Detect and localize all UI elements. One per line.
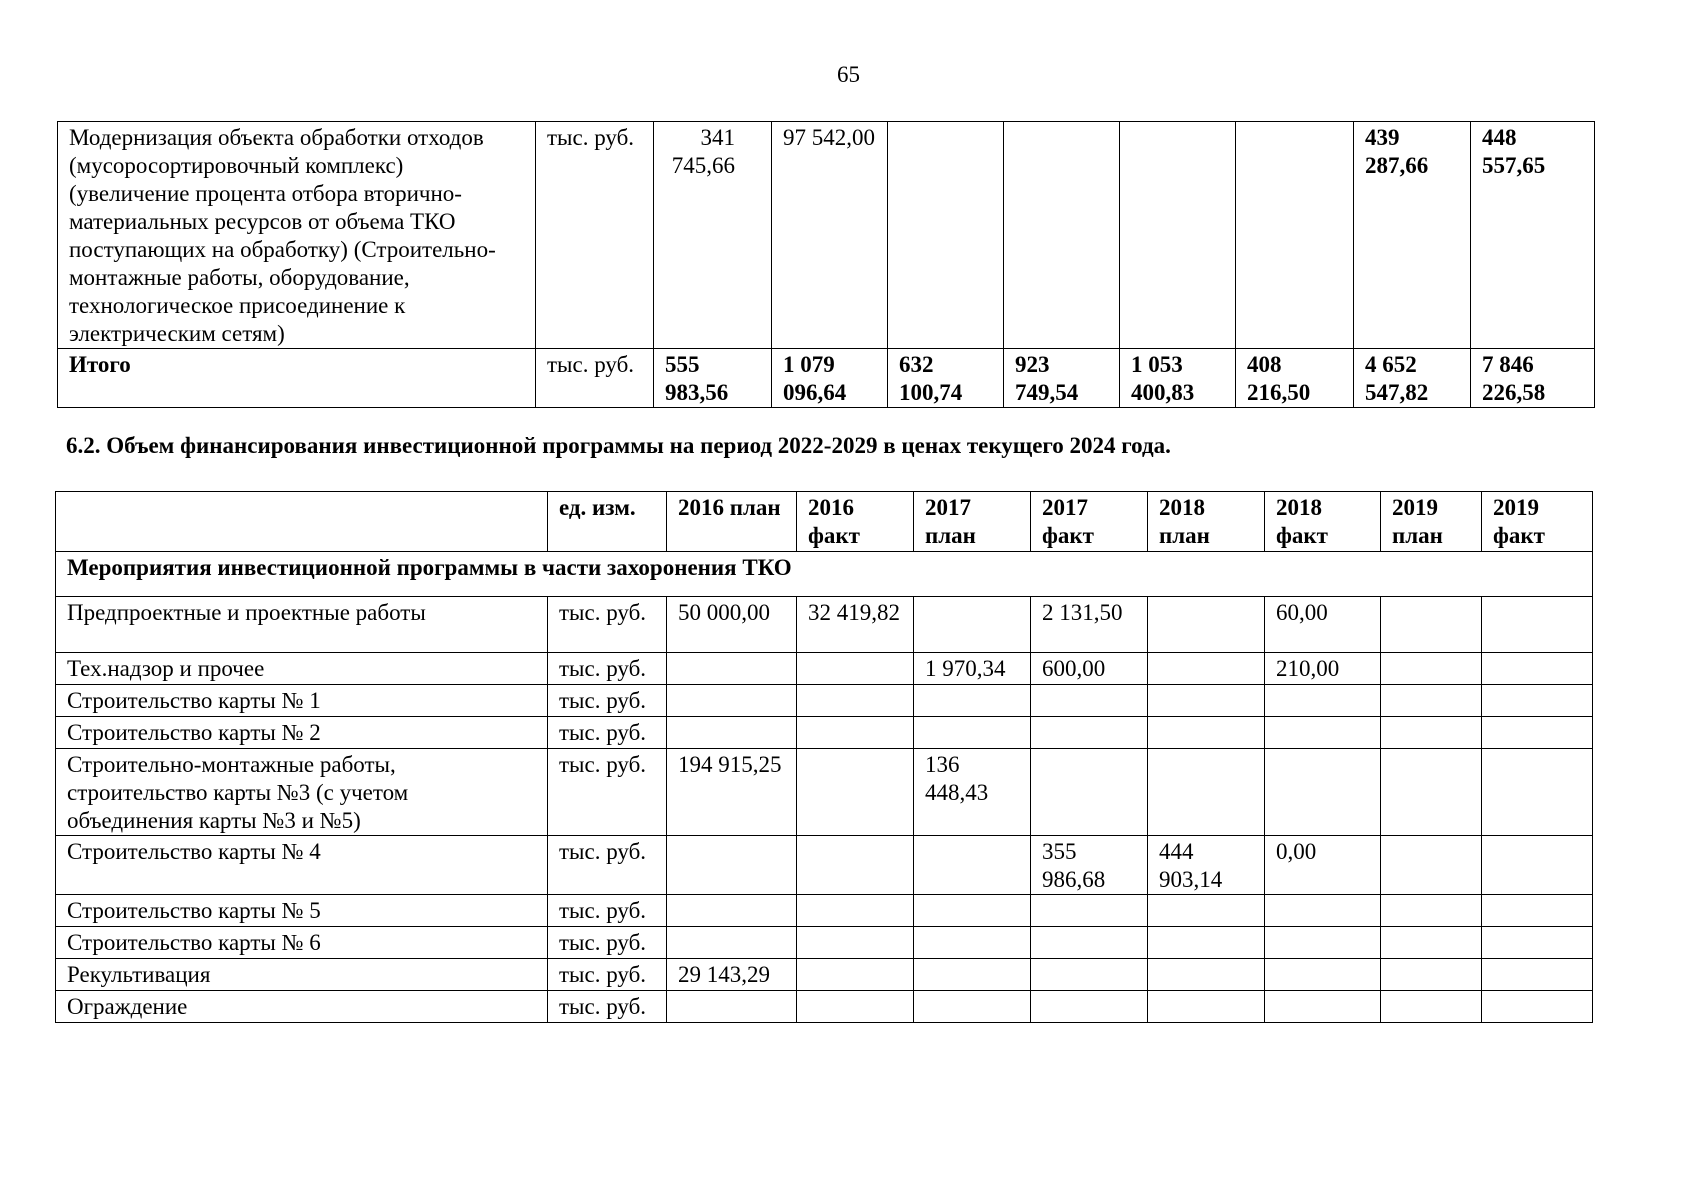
value-cell: [667, 717, 797, 749]
value-cell: [1381, 991, 1482, 1023]
value-cell: [1148, 959, 1265, 991]
value-cell: [1031, 959, 1148, 991]
value-cell: [1482, 959, 1593, 991]
value-cell: [797, 927, 914, 959]
value-cell: [1381, 597, 1482, 653]
value-cell: [1482, 749, 1593, 836]
row-name: Строительство карты № 1: [56, 685, 548, 717]
value-cell: 1 970,34: [914, 653, 1031, 685]
unit-cell: тыс. руб.: [548, 717, 667, 749]
value-cell: 7 846 226,58: [1471, 349, 1595, 408]
table-row: [56, 749, 1593, 836]
table-row: [56, 959, 1593, 991]
value-cell: [1265, 749, 1381, 836]
value-cell: [1482, 991, 1593, 1023]
value-cell: 341 745,66: [654, 122, 772, 349]
value-cell: [1482, 927, 1593, 959]
page-number: 65: [837, 62, 860, 87]
value-cell: 32 419,82: [797, 597, 914, 653]
value-cell: [667, 653, 797, 685]
value-cell: [667, 685, 797, 717]
value-cell: [1482, 895, 1593, 927]
row-name: Строительство карты № 6: [56, 927, 548, 959]
value-cell: [1148, 685, 1265, 717]
value-cell: 1 079 096,64: [772, 349, 888, 408]
value-cell: 0,00: [1265, 836, 1381, 895]
value-cell: [1004, 122, 1120, 349]
unit-cell: тыс. руб.: [548, 749, 667, 836]
value-cell: [914, 895, 1031, 927]
value-cell: [1265, 927, 1381, 959]
table-row: [56, 927, 1593, 959]
value-cell: 194 915,25: [667, 749, 797, 836]
table-row: [56, 597, 1593, 653]
row-name: Модернизация объекта обработки отходов (мусоросортировочный комплекс) (увеличение процента отбора вторично-материальных ресурсов от объема ТКО поступающих на обработку) (Строительно-монтажные работы, оборудование, технологическое присоединение к электрическим сетям): [58, 122, 536, 349]
value-cell: 448 557,65: [1471, 122, 1595, 349]
table-row: [56, 836, 1593, 895]
value-cell: [797, 717, 914, 749]
value-cell: [1482, 653, 1593, 685]
value-cell: [1381, 685, 1482, 717]
value-cell: [1381, 717, 1482, 749]
value-cell: 600,00: [1031, 653, 1148, 685]
table-row: [58, 122, 1595, 349]
value-cell: [914, 991, 1031, 1023]
value-cell: [1265, 895, 1381, 927]
value-cell: [1148, 895, 1265, 927]
row-name: Строительно-монтажные работы, строительство карты №3 (с учетом объединения карты №3 и №5): [56, 749, 548, 836]
row-name: Ограждение: [56, 991, 548, 1023]
value-cell: [797, 895, 914, 927]
value-cell: [667, 991, 797, 1023]
value-cell: 355 986,68: [1031, 836, 1148, 895]
header-cell: 2018 факт: [1265, 492, 1381, 552]
value-cell: [797, 749, 914, 836]
table-continuation: [57, 121, 1595, 408]
total-row: [58, 349, 1595, 408]
unit-cell: тыс. руб.: [548, 895, 667, 927]
value-cell: 2 131,50: [1031, 597, 1148, 653]
value-cell: [797, 991, 914, 1023]
value-cell: 444 903,14: [1148, 836, 1265, 895]
value-cell: [1381, 749, 1482, 836]
header-cell: 2018 план: [1148, 492, 1265, 552]
value-cell: [1236, 122, 1354, 349]
value-cell: 29 143,29: [667, 959, 797, 991]
value-cell: [1265, 717, 1381, 749]
table-row: [56, 895, 1593, 927]
unit-cell: тыс. руб.: [548, 836, 667, 895]
value-cell: [1381, 836, 1482, 895]
value-cell: [797, 653, 914, 685]
value-cell: [1482, 685, 1593, 717]
section-title: 6.2. Объем финансирования инвестиционной программы на период 2022-2029 в ценах текущего 2024 года.: [66, 433, 1171, 458]
value-cell: [1482, 717, 1593, 749]
unit-cell: тыс. руб.: [548, 597, 667, 653]
header-cell: 2016 факт: [797, 492, 914, 552]
value-cell: [1265, 959, 1381, 991]
unit-cell: тыс. руб.: [548, 959, 667, 991]
value-cell: 555 983,56: [654, 349, 772, 408]
value-cell: [914, 717, 1031, 749]
table-row: [56, 991, 1593, 1023]
value-cell: [914, 959, 1031, 991]
header-cell: ед. изм.: [548, 492, 667, 552]
value-cell: [667, 927, 797, 959]
value-cell: [1381, 653, 1482, 685]
value-cell: [1031, 717, 1148, 749]
value-cell: [797, 836, 914, 895]
value-cell: 4 652 547,82: [1354, 349, 1471, 408]
header-cell: 2017 факт: [1031, 492, 1148, 552]
value-cell: [1381, 959, 1482, 991]
value-cell: [1148, 597, 1265, 653]
group-row: [56, 552, 1593, 597]
header-cell: 2016 план: [667, 492, 797, 552]
value-cell: [1148, 717, 1265, 749]
value-cell: [1265, 685, 1381, 717]
value-cell: 923 749,54: [1004, 349, 1120, 408]
value-cell: [1148, 991, 1265, 1023]
value-cell: 210,00: [1265, 653, 1381, 685]
value-cell: [667, 895, 797, 927]
value-cell: 136 448,43: [914, 749, 1031, 836]
value-cell: [1031, 685, 1148, 717]
value-cell: [914, 836, 1031, 895]
table-row: [56, 653, 1593, 685]
value-cell: [1381, 895, 1482, 927]
value-cell: 632 100,74: [888, 349, 1004, 408]
unit-cell: тыс. руб.: [548, 991, 667, 1023]
row-name: Тех.надзор и прочее: [56, 653, 548, 685]
value-cell: [1031, 749, 1148, 836]
row-name: Итого: [58, 349, 536, 408]
value-cell: [797, 685, 914, 717]
value-cell: 60,00: [1265, 597, 1381, 653]
header-cell: [56, 492, 548, 552]
value-cell: [1482, 836, 1593, 895]
table-row: [56, 685, 1593, 717]
value-cell: [1031, 895, 1148, 927]
value-cell: [914, 685, 1031, 717]
value-cell: 50 000,00: [667, 597, 797, 653]
value-cell: 408 216,50: [1236, 349, 1354, 408]
value-cell: [1482, 597, 1593, 653]
value-cell: [914, 597, 1031, 653]
value-cell: 1 053 400,83: [1120, 349, 1236, 408]
value-cell: 439 287,66: [1354, 122, 1471, 349]
unit-cell: тыс. руб.: [548, 927, 667, 959]
row-name: Рекультивация: [56, 959, 548, 991]
header-row: [56, 492, 1593, 552]
header-cell: 2019 факт: [1482, 492, 1593, 552]
value-cell: [1120, 122, 1236, 349]
row-name: Строительство карты № 5: [56, 895, 548, 927]
value-cell: [1148, 749, 1265, 836]
financing-table: [55, 491, 1593, 1023]
row-name: Предпроектные и проектные работы: [56, 597, 548, 653]
value-cell: [1381, 927, 1482, 959]
group-title: Мероприятия инвестиционной программы в части захоронения ТКО: [56, 552, 1593, 597]
value-cell: [1148, 653, 1265, 685]
header-cell: 2019 план: [1381, 492, 1482, 552]
row-name: Строительство карты № 4: [56, 836, 548, 895]
row-name: Строительство карты № 2: [56, 717, 548, 749]
value-cell: [797, 959, 914, 991]
unit-cell: тыс. руб.: [548, 653, 667, 685]
value-cell: [888, 122, 1004, 349]
value-cell: [1148, 927, 1265, 959]
value-cell: 97 542,00: [772, 122, 888, 349]
value-cell: [667, 836, 797, 895]
unit-cell: тыс. руб.: [548, 685, 667, 717]
value-cell: [1031, 991, 1148, 1023]
unit-cell: тыс. руб.: [536, 122, 654, 349]
unit-cell: тыс. руб.: [536, 349, 654, 408]
table-row: [56, 717, 1593, 749]
value-cell: [1031, 927, 1148, 959]
value-cell: [1265, 991, 1381, 1023]
value-cell: [914, 927, 1031, 959]
header-cell: 2017 план: [914, 492, 1031, 552]
